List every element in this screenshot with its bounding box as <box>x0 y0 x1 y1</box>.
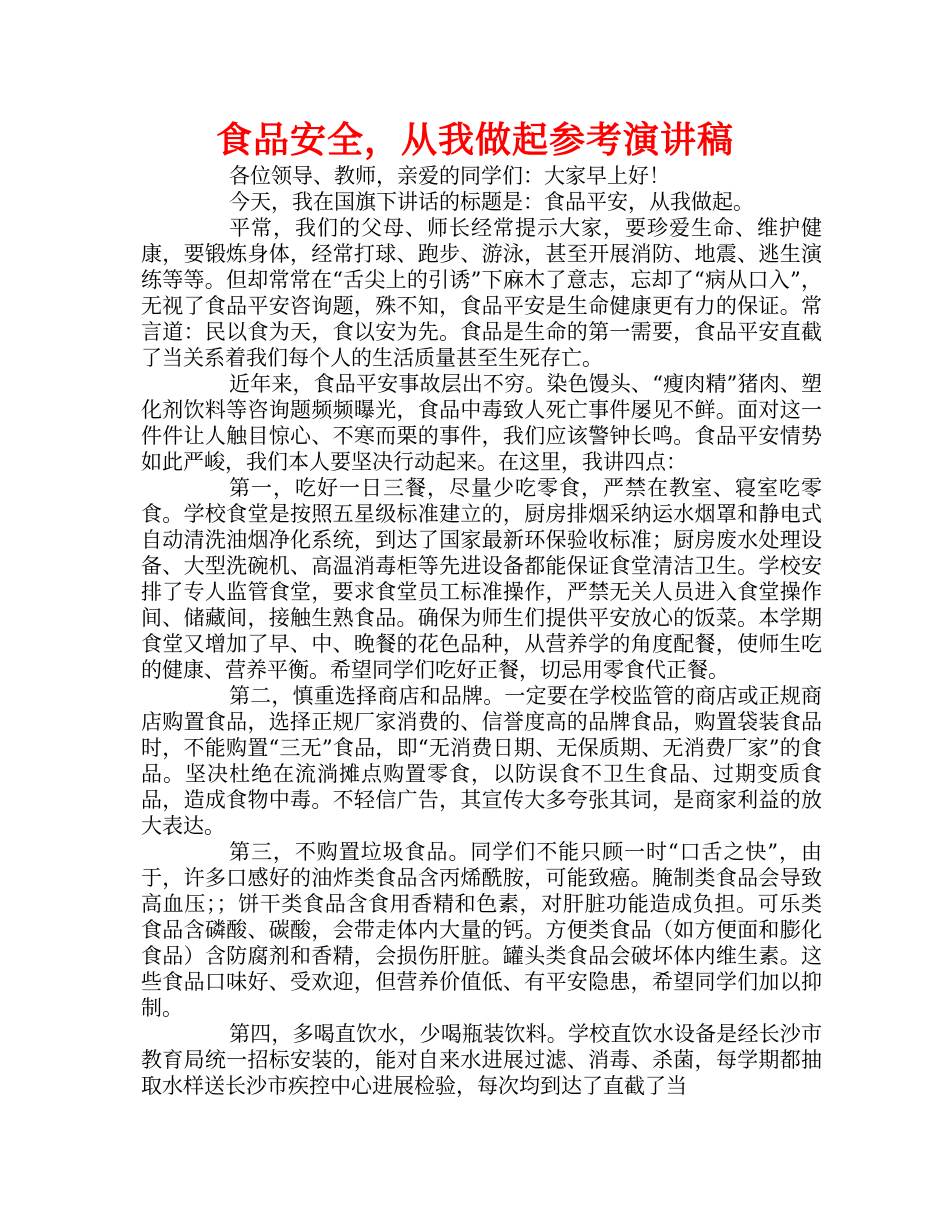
paragraph-point-two: 第二，慎重选择商店和品牌。一定要在学校监管的商店或正规商店购置食品，选择正规厂家消费的、信誉度高的品牌食品，购置袋装食品时，不能购置“三无”食品，即“无消费日期、无保质期、无消费厂家”的食品。坚决杜绝在流淌摊点购置零食，以防误食不卫生食品、过期变质食品，造成食物中毒。不轻信广告，其宣传大多夸张其词，是商家利益的放大表达。 <box>141 684 822 838</box>
document-body <box>141 163 822 1099</box>
paragraph-point-four: 第四，多喝直饮水，少喝瓶装饮料。学校直饮水设备是经长沙市教育局统一招标安装的，能对自来水进展过滤、消毒、杀菌，每学期都抽取水样送长沙市疾控中心进展检验，每次均到达了直截了当 <box>141 1022 822 1098</box>
paragraph-point-three: 第三，不购置垃圾食品。同学们不能只顾一时“口舌之快”，由于，许多口感好的油炸类食品含丙烯酰胺，可能致癌。腌制类食品会导致高血压；；饼干类食品含食用香精和色素，对肝脏功能造成负担。可乐类食品含磷酸、碳酸，会带走体内大量的钙。方便类食品（如方便面和膨化食品）含防腐剂和香精，会损伤肝脏。罐头类食品会破坏体内维生素。这些食品口味好、受欢迎，但营养价值低、有平安隐患，希望同学们加以抑制。 <box>141 840 822 1020</box>
paragraph-context: 近年来，食品平安事故层出不穷。染色馒头、“瘦肉精”猪肉、塑化剂饮料等咨询题频频曝光，食品中毒致人死亡事件屡见不鲜。面对这一件件让人触目惊心、不寒而栗的事件，我们应该警钟长鸣。食品平安情势如此严峻，我们本人要坚决行动起来。在这里，我讲四点： <box>141 372 822 474</box>
paragraph-point-one: 第一，吃好一日三餐，尽量少吃零食，严禁在教室、寝室吃零食。学校食堂是按照五星级标准建立的，厨房排烟采纳运水烟罩和静电式自动清洗油烟净化系统，到达了国家最新环保验收标准；厨房废水处理设备、大型洗碗机、高温消毒柜等先进设备都能保证食堂清洁卫生。学校安排了专人监管食堂，要求食堂员工标准操作，严禁无关人员进入食堂操作间、储藏间，接触生熟食品。确保为师生们提供平安放心的饭菜。本学期食堂又增加了早、中、晚餐的花色品种，从营养学的角度配餐，使师生吃的健康、营养平衡。希望同学们吃好正餐，切忌用零食代正餐。 <box>141 476 822 682</box>
paragraph-topic: 今天，我在国旗下讲话的标题是：食品平安，从我做起。 <box>229 190 754 214</box>
paragraph-intro: 平常，我们的父母、师长经常提示大家，要珍爱生命、维护健康，要锻炼身体，经常打球、跑步、游泳，甚至开展消防、地震、逃生演练等等。但却常常在“舌尖上的引诱”下麻木了意志，忘却了“病从口入”，无视了食品平安咨询题，殊不知，食品平安是生命健康更有力的保证。常言道：民以食为天，食以安为先。食品是生命的第一需要，食品平安直截了当关系着我们每个人的生活质量甚至生死存亡。 <box>141 216 822 370</box>
document-title: 食品安全，从我做起参考演讲稿 <box>215 120 734 161</box>
paragraph-greeting: 各位领导、教师，亲爱的同学们：大家早上好！ <box>229 164 670 188</box>
